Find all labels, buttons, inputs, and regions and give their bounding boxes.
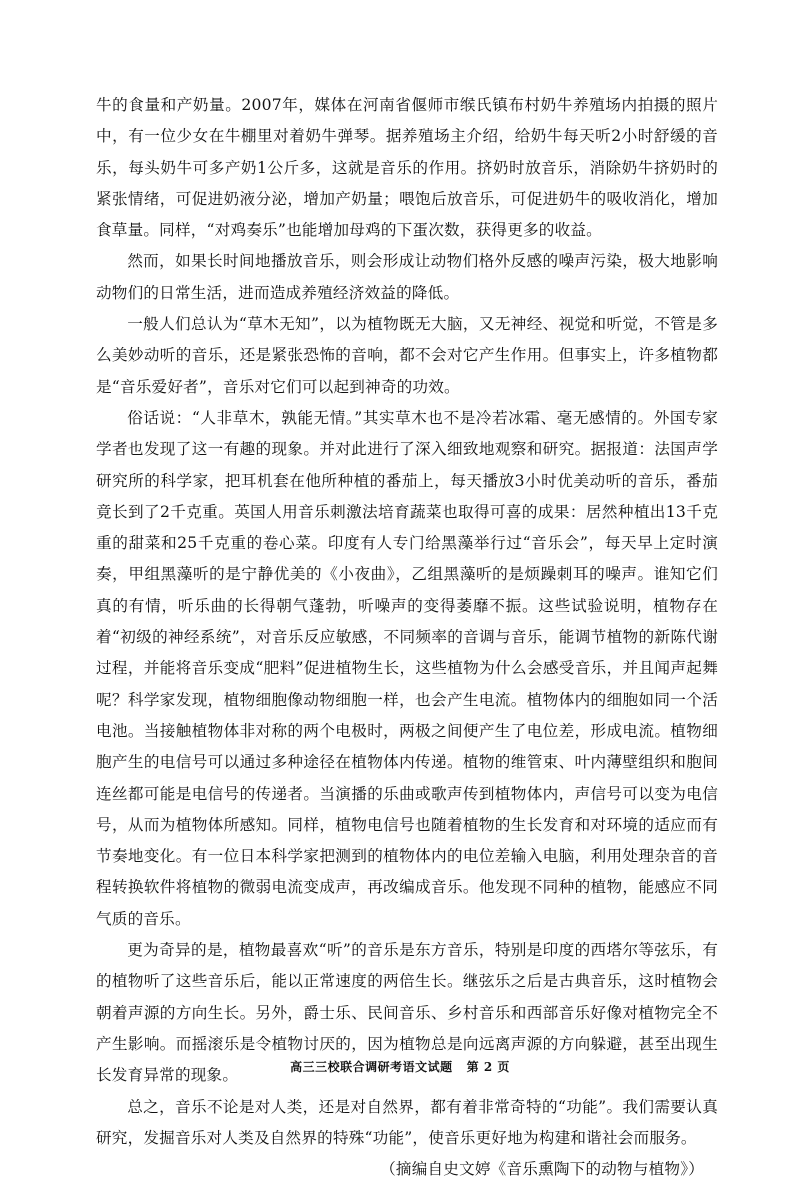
page-footer [0,1058,800,1075]
article-source: （摘编自史文婷《音乐熏陶下的动物与植物》） [380,1160,704,1179]
paragraph-plant-experiments: 俗话说：“人非草木，孰能无情。”其实草木也不是冷若冰霜、毫无感情的。外国专家学者也发现了这一有趣的现象。并对此进行了深入细致地观察和研究。据报道：法国声学研究所的科学家，把耳机套在他所种植的番茄上，每天播放3小时优美动听的音乐，番茄竟长到了2千克重。英国人用音乐刺激法培育蔬菜也取得可喜的成果：居然种植出13千克重的甜菜和25千克重的卷心菜。印度有人专门给黑藻举行过“音乐会”，每天早上定时演奏，甲组黑藻听的是宁静优美的《小夜曲》，乙组黑藻听的是烦躁刺耳的噪声。谁知它们真的有情，听乐曲的长得朝气蓬勃，听噪声的变得萎靡不振。这些试验说明，植物存在着“初级的神经系统”，对音乐反应敏感，不同频率的音调与音乐，能调节植物的新陈代谢过程，并能将音乐变成“肥料”促进植物生长，这些植物为什么会感受音乐，并且闻声起舞呢？科学家发现，植物细胞像动物细胞一样，也会产生电流。植物体内的细胞如同一个活电池。当接触植物体非对称的两个电极时，两极之间便产生了电位差，形成电流。植物细胞产生的电信号可以通过多种途径在植物体内传递。植物的维管束、叶内薄壁组织和胞间连丝都可能是电信号的传递者。当演播的乐曲或歌声传到植物体内，声信号可以变为电信号，从而为植物体所感知。同样，植物电信号也随着植物的生长发育和对环境的适应而有节奏地变化。有一位日本科学家把测到的植物体内的电位差输入电脑，利用处理杂音的音程转换软件将植物的微弱电流变成声，再改编成音乐。他发现不同种的植物，能感应不同气质的音乐。 [96,408,718,928]
page-number: 第 2 页 [466,1060,510,1074]
exam-title: 高三三校联合调研考语文试题 [290,1060,453,1074]
paragraph-oriental-music: 更为奇异的是，植物最喜欢“听”的音乐是东方音乐，特别是印度的西塔尔等弦乐，有的植物听了这些音乐后，能以正常速度的两倍生长。继弦乐之后是古典音乐，这时植物会朝着声源的方向生长。另外，爵士乐、民间音乐、乡村音乐和西部音乐好像对植物完全不产生影响。而摇滚乐是令植物讨厌的，因为植物总是向远离声源的方向躲避，甚至出现生长发育异常的现象。 [96,941,718,1085]
paragraph-plants-music-lovers: 一般人们总认为“草木无知”，以为植物既无大脑，又无神经、视觉和听觉，不管是多么美妙动听的音乐，还是紧张恐怖的音响，都不会对它产生作用。但事实上，许多植物都是“音乐爱好者”，音乐对它们可以起到神奇的功效。 [96,315,718,396]
article-body [96,90,718,1185]
paragraph-conclusion: 总之，音乐不论是对人类，还是对自然界，都有着非常奇特的“功能”。我们需要认真研究，发掘音乐对人类及自然界的特殊“功能”，使音乐更好地为构建和谐社会而服务。 [96,1097,718,1147]
paragraph-noise-pollution: 然而，如果长时间地播放音乐，则会形成让动物们格外反感的噪声污染，极大地影响动物们的日常生活，进而造成养殖经济效益的降低。 [96,252,718,302]
paragraph-dairy-cows: 牛的食量和产奶量。2007年，媒体在河南省偃师市缑氏镇布村奶牛养殖场内拍摄的照片中，有一位少女在牛棚里对着奶牛弹琴。据养殖场主介绍，给奶牛每天听2小时舒缓的音乐，每头奶牛可多产奶1公斤多，这就是音乐的作用。挤奶时放音乐，消除奶牛挤奶时的紧张情绪，可促进奶液分泌，增加产奶量；喂饱后放音乐，可促进奶牛的吸收消化，增加食草量。同样，“对鸡奏乐”也能增加母鸡的下蛋次数，获得更多的收益。 [96,96,718,240]
